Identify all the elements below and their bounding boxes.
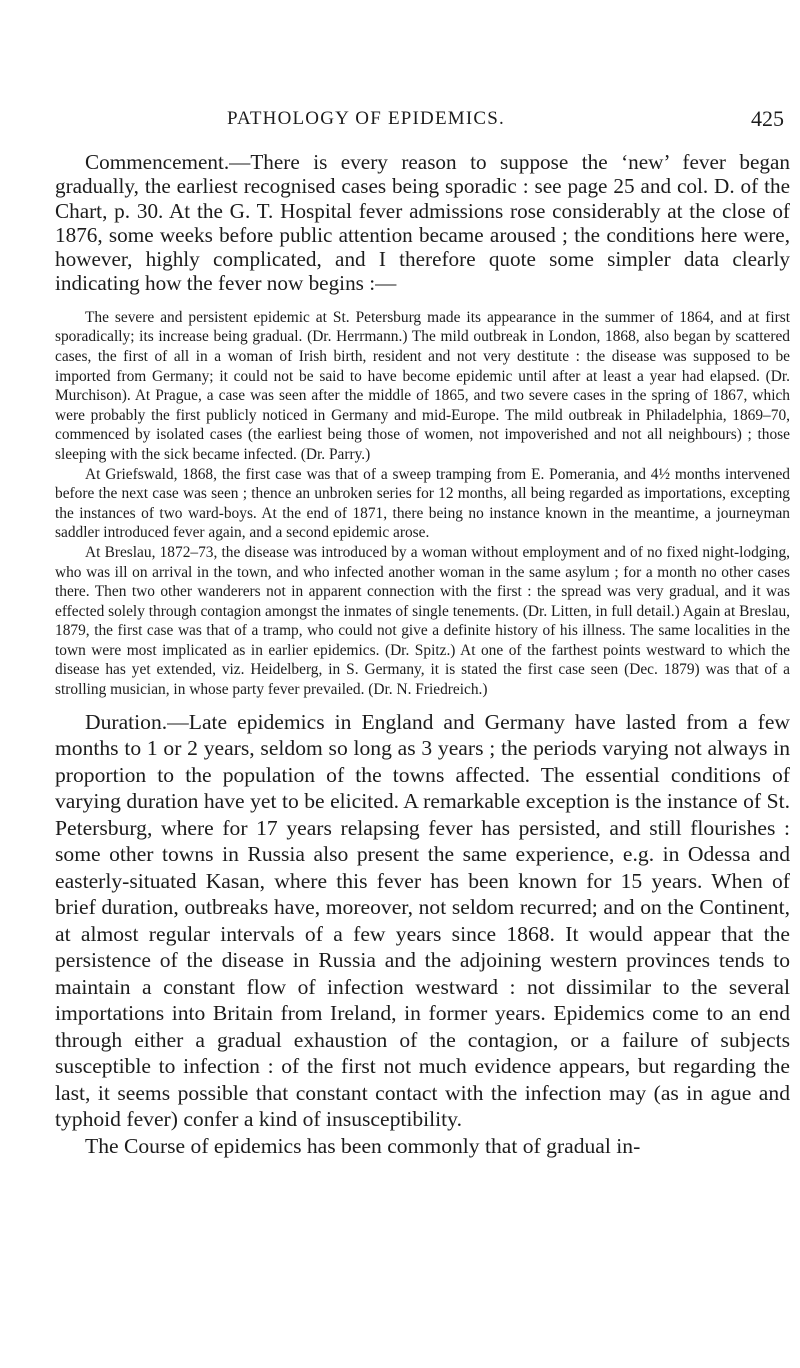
paragraph-commencement: Commencement.—There is every reason to suppose the ‘new’ fever began gradually, the earliest recognised cases being sporadic : see page 25 and col. D. of the Chart, p. 30. At the G. T. Hospital fever admissions rose considerably at the close of 1876, some weeks before public attention became aroused ; the conditions here were, however, highly complicated, and I therefore quote some simpler data clearly indicating how the fever now begins :—	[55, 150, 790, 296]
paragraph-duration: Duration.—Late epidemics in England and Germany have lasted from a few months to 1 or 2 years, seldom so long as 3 years ; the periods varying not always in proportion to the population of the towns affected. The essential conditions of varying duration have yet to be elicited. A remarkable exception is the instance of St. Petersburg, where for 17 years relapsing fever has persisted, and still flourishes : some other towns in Russia also present the same experience, e.g. in Odessa and easterly-situated Kasan, where this fever has been known for 15 years. When of brief duration, outbreaks have, moreover, not seldom recurred; and on the Continent, at almost regular intervals of a few years since 1868. It would appear that the persistence of the disease in Russia and the adjoining western provinces tends to maintain a constant flow of infection westward : not dissimilar to the several importations into Britain from Ireland, in former years. Epidemics come to an end through either a gradual exhaustion of the contagion, or a failure of subjects susceptible to infection : of the first not much evidence appears, but regarding the last, it seems possible that constant contact with the infection may (as in ague and typhoid fever) confer a kind of insusceptibility.	[55, 709, 790, 1132]
page-number: 425	[751, 106, 784, 131]
book-page	[55, 108, 790, 1159]
page-header	[55, 108, 790, 142]
running-head: PATHOLOGY OF EPIDEMICS.	[227, 108, 505, 129]
paragraph-course: The Course of epidemics has been commonly that of gradual in-	[85, 1133, 641, 1158]
paragraph-st-petersburg: The severe and persistent epidemic at St. Petersburg made its appearance in the summer of 1864, and at first sporadically; its increase being gradual. (Dr. Herrmann.) The mild outbreak in London, 1868, also began by scattered cases, the first of all in a woman of Irish birth, resident and not very destitute : the disease was supposed to be imported from Germany; it could not be said to have become epidemic until after at least a year had elapsed. (Dr. Murchison). At Prague, a case was seen after the middle of 1865, and two severe cases in the spring of 1867, which were probably the first publicly noticed in Germany and mid-Europe. The mild outbreak in Philadelphia, 1869–70, commenced by isolated cases (the earliest being those of women, not impoverished and not all neighbours) ; those sleeping with the sick became infected. (Dr. Parry.)	[55, 308, 790, 463]
paragraph-griefswald: At Griefswald, 1868, the first case was that of a sweep tramping from E. Pomerania, and 4½ months intervened before the next case was seen ; thence an unbroken series for 12 months, all being regarded as importations, excepting the instances of two ward-boys. At the end of 1871, there being no instance known in the meantime, a journeyman saddler introduced fever again, and a second epidemic arose.	[55, 465, 790, 542]
paragraph-breslau: At Breslau, 1872–73, the disease was introduced by a woman without employment and of no fixed night-lodging, who was ill on arrival in the town, and who infected another woman in the same asylum ; for a month no other cases there. Then two other wanderers not in apparent connection with the first : the spread was very gradual, and it was effected solely through contagion amongst the inmates of single tenements. (Dr. Litten, in full detail.) Again at Breslau, 1879, the first case was that of a tramp, who could not give a definite history of his illness. The same localities in the town were most implicated as in earlier epidemics. (Dr. Spitz.) At one of the farthest points westward to which the disease has yet extended, viz. Heidelberg, in S. Germany, it is stated the first case seen (Dec. 1879) was that of a strolling musician, in whose party fever prevailed. (Dr. N. Friedreich.)	[55, 543, 790, 699]
duration-section	[55, 709, 790, 1160]
quoted-examples	[55, 308, 790, 700]
